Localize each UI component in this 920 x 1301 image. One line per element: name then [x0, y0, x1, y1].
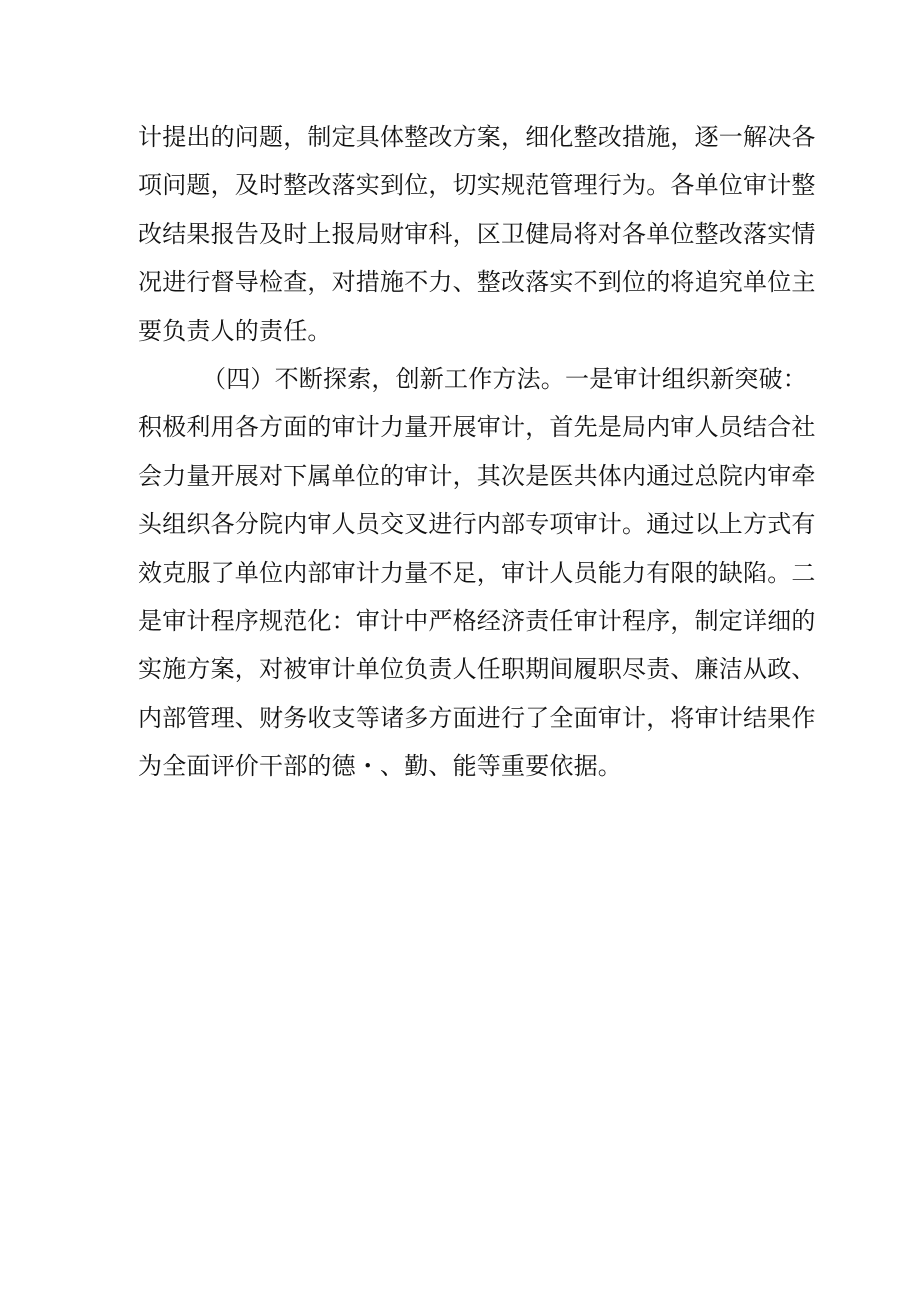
text-line: 计提出的问题，制定具体整改方案，细化整改措施，逐一解决各	[138, 123, 816, 151]
text-line: 会力量开展对下属单位的审计，其次是医共体内通过总院内审牵	[138, 461, 816, 490]
text-line: 况进行督导检查，对措施不力、整改落实不到位的将追究单位主	[138, 268, 816, 297]
text-line: 头组织各分院内审人员交叉进行内部专项审计。通过以上方式有	[138, 510, 816, 539]
text-line: 要负责人的责任。	[138, 316, 332, 345]
text-line: 是审计程序规范化：审计中严格经济责任审计程序，制定详细的	[138, 606, 816, 635]
text-line: 项问题，及时整改落实到位，切实规范管理行为。各单位审计整	[138, 171, 816, 200]
text-line: 内部管理、财务收支等诸多方面进行了全面审计，将审计结果作	[138, 703, 816, 732]
text-line: 积极利用各方面的审计力量开展审计，首先是局内审人员结合社	[138, 413, 816, 442]
text-line: 实施方案，对被审计单位负责人任职期间履职尽责、廉洁从政、	[138, 655, 816, 684]
text-line: 改结果报告及时上报局财审科，区卫健局将对各单位整改落实情	[138, 219, 816, 248]
body-text	[138, 113, 816, 790]
text-line: 效克服了单位内部审计力量不足，审计人员能力有限的缺陷。二	[138, 558, 816, 587]
text-line: 为全面评价干部的德・、勤、能等重要依据。	[138, 752, 622, 781]
section-heading-line: （四）不断探索，创新工作方法。一是审计组织新突破：	[202, 364, 807, 393]
